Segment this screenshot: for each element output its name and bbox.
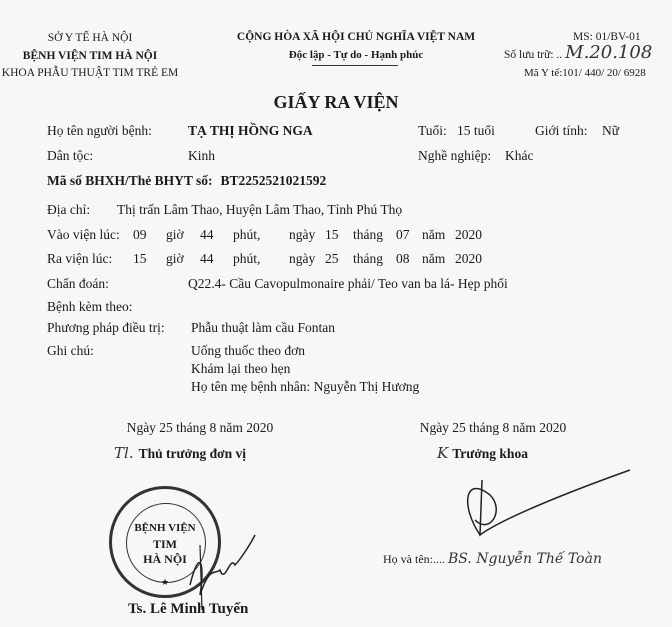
unit-day: ngày (289, 251, 316, 266)
admission-hour: 09 (133, 227, 147, 242)
unit-day: ngày (289, 227, 316, 242)
unit-month: tháng (353, 227, 383, 242)
sex-label: Giới tính: (535, 123, 588, 138)
unit-year: năm (422, 251, 446, 266)
discharge-year: 2020 (455, 251, 482, 266)
notes-label: Ghi chú: (47, 343, 94, 358)
right-sign-date: Ngày 25 tháng 8 năm 2020 (419, 420, 567, 435)
discharge-hour: 15 (133, 251, 147, 266)
right-name-row (383, 551, 602, 567)
name-label: Họ tên người bệnh: (47, 123, 152, 138)
left-signer-name: Ts. Lê Minh Tuyến (128, 601, 249, 617)
admission-min: 44 (200, 227, 214, 242)
form-code: MS: 01/BV-01 (573, 31, 641, 43)
insurance-row (47, 173, 326, 189)
admission-year: 2020 (455, 227, 482, 242)
discharge-min: 44 (200, 251, 214, 266)
right-sign-heading (437, 444, 528, 462)
right-signature (460, 465, 640, 545)
age-label: Tuổi: (418, 123, 447, 138)
insurance-number: BT2252521021592 (220, 173, 327, 188)
unit-year: năm (422, 227, 446, 242)
discharge-label: Ra viện lúc: (47, 251, 113, 266)
republic-title: CỘNG HÒA XÃ HỘI CHỦ NGHĨA VIỆT NAM (236, 31, 476, 43)
right-sign-role: Trưởng khoa (452, 446, 528, 461)
patient-age: 15 tuổi (457, 123, 495, 138)
stamp-text: HÀ NỘI (143, 552, 187, 566)
right-signer-name: BS. Nguyễn Thế Toàn (448, 551, 602, 567)
hospital-name: BỆNH VIỆN TIM HÀ NỘI (22, 50, 158, 62)
patient-ethnic: Kinh (188, 148, 215, 163)
unit-month: tháng (353, 251, 383, 266)
stamp-star-icon: ★ (160, 577, 170, 587)
insurance-label: Mã số BHXH/Thẻ BHYT số: (47, 173, 213, 188)
note-item: Họ tên mẹ bệnh nhân: Nguyễn Thị Hương (191, 379, 420, 394)
department-name: KHOA PHẪU THUẬT TIM TRẺ EM (1, 67, 179, 79)
patient-address: Thị trấn Lâm Thao, Huyện Lâm Thao, Tỉnh Phú Thọ (117, 202, 403, 217)
document-title: GIẤY RA VIỆN (273, 92, 399, 112)
patient-sex: Nữ (602, 123, 620, 138)
diagnosis-label: Chẩn đoán: (47, 276, 109, 291)
dept-of-health: SỞ Y TẾ HÀ NỘI (47, 32, 133, 44)
motto-underline (312, 65, 398, 66)
note-item: Khám lại theo hẹn (191, 361, 291, 376)
ethnic-label: Dân tộc: (47, 148, 94, 163)
diagnosis: Q22.4- Cầu Cavopulmonaire phải/ Teo van ba lá- Hẹp phổi (188, 276, 508, 291)
left-sign-prefix: Tl. (114, 444, 134, 462)
patient-job: Khác (505, 148, 534, 163)
left-sign-date: Ngày 25 tháng 8 năm 2020 (126, 420, 274, 435)
unit-min: phút, (233, 251, 261, 266)
comorbid-label: Bệnh kèm theo: (47, 299, 133, 314)
discharge-day: 25 (325, 251, 339, 266)
unit-hour: giờ (166, 251, 184, 266)
right-name-label: Họ và tên:.... (383, 552, 445, 566)
treatment-label: Phương pháp điều trị: (47, 320, 165, 335)
admission-label: Vào viện lúc: (47, 227, 120, 242)
discharge-month: 08 (396, 251, 410, 266)
unit-min: phút, (233, 227, 261, 242)
job-label: Nghề nghiệp: (418, 148, 492, 163)
right-sign-prefix: K (437, 444, 449, 462)
admission-month: 07 (396, 227, 410, 242)
medical-code: Mã Y tế:101/ 440/ 20/ 6928 (524, 67, 646, 79)
archive-label: Số lưu trữ: .. (504, 49, 563, 61)
stamp-text: TIM (153, 537, 177, 551)
address-label: Địa chỉ: (47, 202, 91, 217)
unit-hour: giờ (166, 227, 184, 242)
left-sign-heading (114, 444, 246, 462)
admission-day: 15 (325, 227, 339, 242)
treatment: Phẫu thuật làm cầu Fontan (191, 320, 335, 335)
archive-row (504, 42, 652, 63)
archive-number: M.20.108 (565, 42, 653, 63)
stamp-text: BỆNH VIỆN (134, 522, 196, 534)
patient-name: TẠ THỊ HỒNG NGA (188, 123, 313, 138)
motto: Độc lập - Tự do - Hạnh phúc (288, 49, 424, 61)
note-item: Uống thuốc theo đơn (191, 343, 305, 358)
left-sign-role: Thủ trưởng đơn vị (138, 446, 247, 461)
